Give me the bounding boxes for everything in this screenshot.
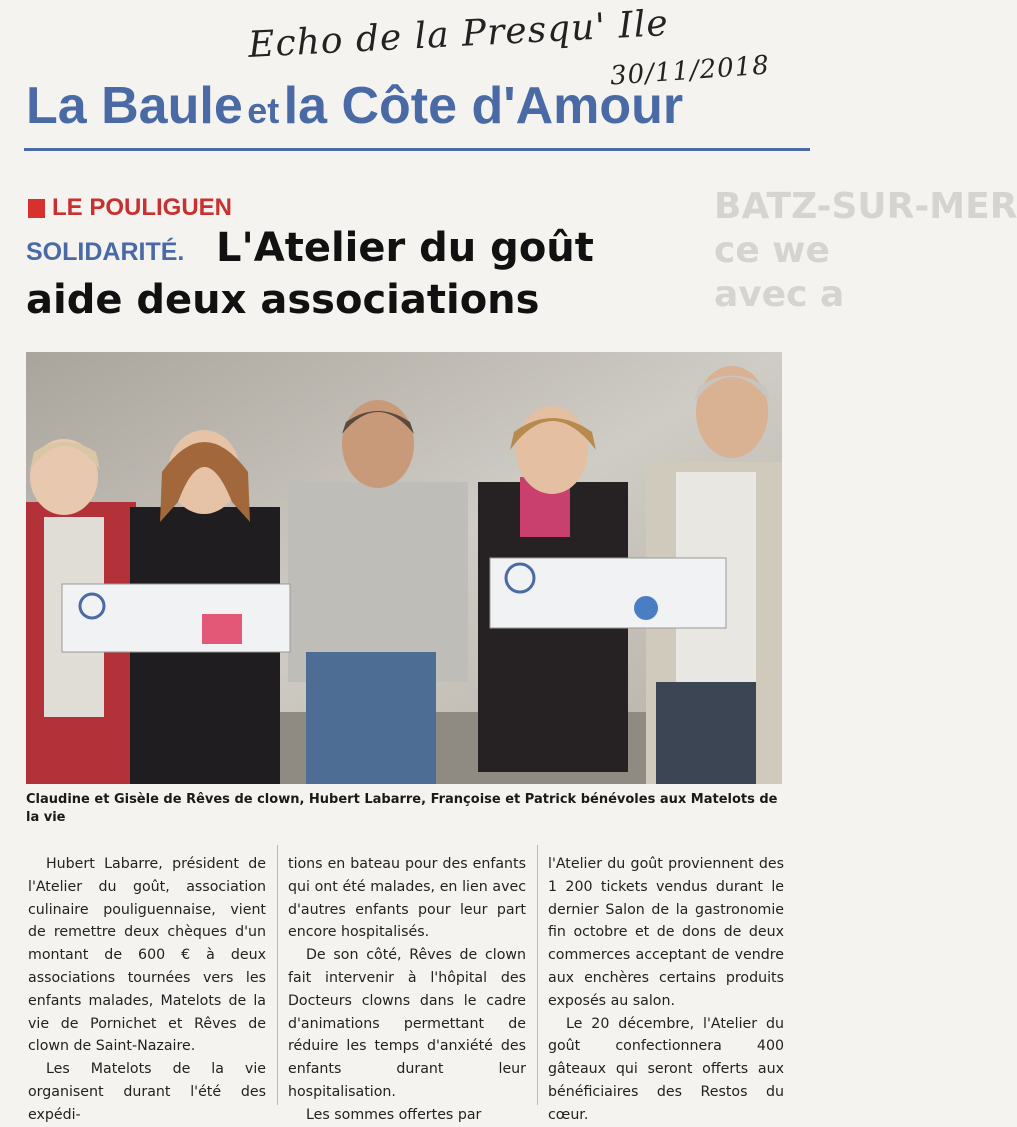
- group-photo-illustration: [26, 352, 782, 784]
- bleed-through-line: avec a: [714, 274, 845, 315]
- photo-caption: Claudine et Gisèle de Rêves de clown, Hubert Labarre, Françoise et Patrick bénévoles aux Matelots de la vie: [26, 792, 778, 825]
- location-label: [28, 195, 232, 221]
- body-paragraph: De son côté, Rêves de clown fait intervenir à l'hôpital des Docteurs clowns dans le cadre d'animations permettant de réduire les temps d'anxiété des enfants durant leur hospitalisation.: [288, 947, 526, 1100]
- section-title: [26, 76, 816, 142]
- article-kicker: SOLIDARITÉ.: [26, 238, 185, 266]
- column-divider: [277, 845, 278, 1105]
- cheque-left: [62, 584, 290, 652]
- cheque-right: [490, 558, 726, 628]
- headline-line1: L'Atelier du goût: [216, 225, 594, 271]
- headline-line2: aide deux associations: [26, 277, 540, 323]
- body-column-1: [28, 853, 266, 1127]
- article-headline: [26, 222, 726, 326]
- section-title-part3: la Côte d'Amour: [283, 77, 684, 135]
- section-title-part2: et: [247, 90, 280, 131]
- body-paragraph: Les Matelots de la vie organisent durant l'été des expédi-: [28, 1061, 266, 1123]
- red-square-icon: [28, 199, 45, 218]
- bleed-through-text: [714, 185, 1017, 315]
- handwritten-date-note: 30/11/2018: [609, 50, 771, 92]
- body-column-3: [548, 853, 784, 1127]
- column-divider: [537, 845, 538, 1105]
- body-paragraph: tions en bateau pour des enfants qui ont été malades, en lien avec d'autres enfants pour leur part encore hospitalisés.: [288, 856, 526, 941]
- section-title-rule: [24, 148, 810, 151]
- body-paragraph: Le 20 décembre, l'Atelier du goût confectionnera 400 gâteaux qui seront offerts aux bénéficiaires des Restos du cœur.: [548, 1015, 784, 1123]
- body-paragraph: l'Atelier du goût proviennent des 1 200 tickets vendus durant le dernier Salon de la gastronomie fin octobre et de dons de deux commerces acceptant de vendre aux enchères certains produits exposés au salon.: [548, 856, 784, 1009]
- section-title-part1: La Baule: [26, 77, 243, 135]
- bleed-through-line: ce we: [714, 230, 830, 271]
- location-text: LE POULIGUEN: [52, 194, 233, 221]
- bleed-through-line: BATZ-SUR-MER: [714, 186, 1017, 227]
- body-column-2: [288, 853, 526, 1127]
- article-photo: [26, 352, 782, 784]
- handwritten-source-note: Echo de la Presqu' Ile: [247, 3, 670, 66]
- body-paragraph: Hubert Labarre, président de l'Atelier du goût, association culinaire pouliguennaise, vient de remettre deux chèques d'un montant de 600 € à deux associations tournées vers les enfants malades, Matelots de la vie de Pornichet et Rêves de clown de Saint-Nazaire.: [28, 856, 266, 1055]
- body-paragraph: Les sommes offertes par: [306, 1106, 482, 1123]
